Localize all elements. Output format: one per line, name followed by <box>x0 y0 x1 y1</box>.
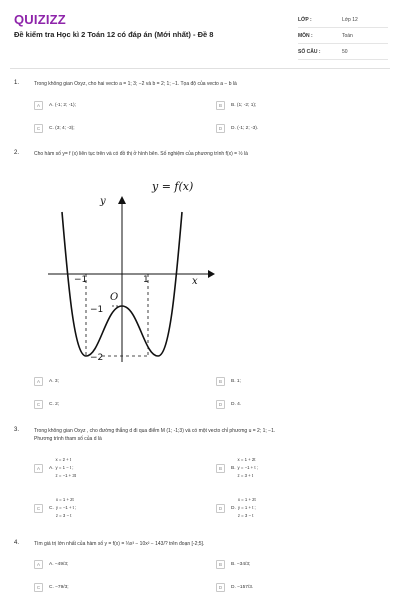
equation-line: z = 3 − t <box>237 513 254 518</box>
option-text: B. −34/3; <box>231 561 251 567</box>
question-text: Cho hàm số y= f (x) liên tục trên và có đồ thị ở hình bên. Số nghiệm của phương trình f(x) = ½ là <box>34 151 248 157</box>
question-text-line2: Phương trình tham số của d là <box>34 436 102 442</box>
quizizz-logo: QUIZIZZ <box>14 12 66 27</box>
question-number: 4. <box>14 540 20 546</box>
option-letter-box: C <box>34 583 43 592</box>
equation-line: z = 3 − t <box>55 513 72 518</box>
equation-line: z = 3 + t <box>237 473 254 478</box>
question-number: 1. <box>14 80 20 86</box>
option-c[interactable] <box>34 123 75 133</box>
equation-line: x = 2 + t <box>55 457 72 462</box>
option-letter-box: D <box>216 583 225 592</box>
meta-value: Toán <box>342 32 353 39</box>
header <box>0 0 400 70</box>
page-title: Đề kiểm tra Học kì 2 Toán 12 có đáp án (Mới nhất) - Đề 8 <box>14 30 214 39</box>
meta-value: Lớp 12 <box>342 16 358 23</box>
option-d[interactable] <box>216 496 256 520</box>
option-d[interactable] <box>216 582 253 592</box>
option-text: A. −49/3; <box>49 561 69 567</box>
option-label: B. <box>231 465 236 471</box>
x-tick-label: 1 <box>143 275 149 285</box>
option-text: D. (-1; 2; -3). <box>231 125 259 131</box>
option-text: D. −157/3. <box>231 584 254 590</box>
option-letter-box: B <box>216 377 225 386</box>
equation-line: z = −1 + 3t <box>55 473 76 478</box>
option-letter-box: D <box>216 124 225 133</box>
option-text: A. 3; <box>49 378 59 384</box>
option-letter-box: B <box>216 464 225 473</box>
option-letter-box: A <box>34 464 43 473</box>
function-graph <box>40 172 220 364</box>
option-b[interactable] <box>216 456 258 480</box>
equation-system <box>56 456 76 480</box>
option-letter-box: B <box>216 560 225 569</box>
question-text: Tìm giá trị lớn nhất của hàm số y = f(x) = ⅓x³ − 10x² − 143/? trên đoạn [-2;5]. <box>34 541 205 547</box>
option-letter-box: D <box>216 504 225 513</box>
option-c[interactable] <box>34 582 69 592</box>
graph-title: y = f(x) <box>152 180 194 193</box>
option-text: B. (1; -2; 1); <box>231 102 257 108</box>
header-divider <box>10 68 390 69</box>
equation-line: y = 1 + t ; <box>237 505 256 510</box>
question-number: 2. <box>14 150 20 156</box>
y-tick-label: −2 <box>90 353 104 363</box>
equation-system <box>56 496 76 520</box>
option-text: C. −79/3; <box>49 584 69 590</box>
equation-system <box>238 456 258 480</box>
meta-label: MÔN : <box>298 32 313 39</box>
equation-line: x = 1 + 2t <box>237 457 256 462</box>
option-a[interactable] <box>34 559 68 569</box>
y-axis-arrow <box>118 196 126 204</box>
meta-row-subject <box>298 28 388 44</box>
option-text: C. (3; 4; -3); <box>49 125 75 131</box>
option-a[interactable] <box>34 376 59 386</box>
option-letter-box: D <box>216 400 225 409</box>
option-text: B. 1; <box>231 378 241 384</box>
equation-line: y = −1 + t ; <box>237 465 258 470</box>
y-tick-label: −1 <box>90 305 104 315</box>
option-d[interactable] <box>216 123 258 133</box>
option-label: A. <box>49 465 54 471</box>
option-label: C. <box>49 505 54 511</box>
y-axis-label: y <box>100 196 106 207</box>
meta-value: 50 <box>342 48 348 55</box>
option-d[interactable] <box>216 399 241 409</box>
option-letter-box: B <box>216 101 225 110</box>
option-text: D. 4. <box>231 401 242 407</box>
option-text: C. 2; <box>49 401 60 407</box>
option-letter-box: C <box>34 504 43 513</box>
meta-row-count <box>298 44 388 60</box>
option-c[interactable] <box>34 399 59 409</box>
x-axis-label: x <box>192 276 198 287</box>
equation-line: x = 1 + 2t <box>55 497 74 502</box>
option-letter-box: C <box>34 124 43 133</box>
option-letter-box: A <box>34 377 43 386</box>
option-b[interactable] <box>216 100 256 110</box>
equation-line: y = 1 − t ; <box>55 465 74 470</box>
question-number: 3. <box>14 427 20 433</box>
option-letter-box: A <box>34 560 43 569</box>
option-a[interactable] <box>34 456 76 480</box>
equation-line: y = −1 + t ; <box>55 505 77 510</box>
option-c[interactable] <box>34 496 76 520</box>
option-label: D. <box>231 505 236 511</box>
meta-row-class <box>298 12 388 28</box>
equation-line: x = 1 + 2t <box>237 497 256 502</box>
option-text: A. (-1; 2; -1); <box>49 102 76 108</box>
equation-system <box>238 496 256 520</box>
option-letter-box: C <box>34 400 43 409</box>
option-a[interactable] <box>34 100 76 110</box>
meta-panel <box>298 12 388 60</box>
meta-label: LỚP : <box>298 16 312 23</box>
question-text: Trong không gian Oxyz, cho hai vecto a = 1; 3; −2 và b = 2; 1; −1. Tọa độ của vecto a − b là <box>34 81 237 87</box>
question-text: Trong không gian Oxyz , cho đường thẳng d đi qua điểm M (1; -1;3) và có một vecto chỉ phương u = 2; 1; −1. <box>34 428 276 434</box>
x-tick-label: −1 <box>74 275 88 285</box>
meta-label: SỐ CÂU : <box>298 48 321 55</box>
option-b[interactable] <box>216 559 250 569</box>
option-b[interactable] <box>216 376 241 386</box>
x-axis-arrow <box>208 270 215 278</box>
origin-label: O <box>110 292 119 303</box>
option-letter-box: A <box>34 101 43 110</box>
